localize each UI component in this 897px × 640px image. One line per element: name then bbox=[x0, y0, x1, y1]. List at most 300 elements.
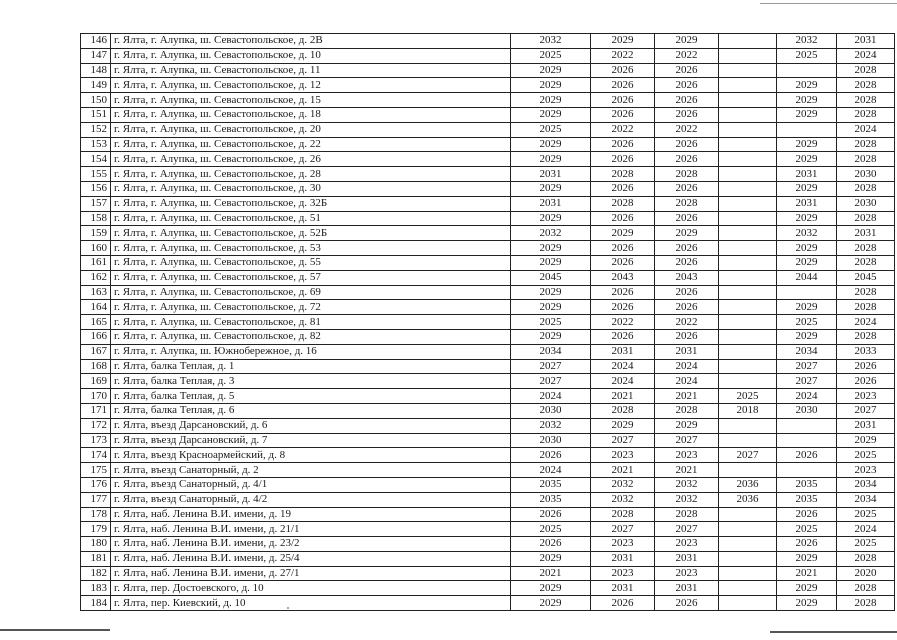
year-cell-4 bbox=[719, 78, 777, 93]
year-cell-6: 2031 bbox=[837, 34, 895, 49]
year-cell-6: 2031 bbox=[837, 226, 895, 241]
address-cell: г. Ялта, балка Теплая, д. 3 bbox=[111, 374, 511, 389]
address-cell: г. Ялта, г. Алупка, ш. Севастопольское, д. 81 bbox=[111, 315, 511, 330]
address-cell: г. Ялта, въезд Дарсановский, д. 7 bbox=[111, 433, 511, 448]
year-cell-4 bbox=[719, 107, 777, 122]
row-number-cell: 183 bbox=[81, 581, 111, 596]
year-cell-3: 2023 bbox=[655, 537, 719, 552]
year-cell-6: 2024 bbox=[837, 122, 895, 137]
table-body bbox=[81, 34, 895, 611]
year-cell-1: 2031 bbox=[511, 196, 591, 211]
year-cell-1: 2025 bbox=[511, 48, 591, 63]
table-row bbox=[81, 477, 895, 492]
year-cell-3: 2027 bbox=[655, 522, 719, 537]
year-cell-6: 2028 bbox=[837, 137, 895, 152]
year-cell-3: 2026 bbox=[655, 181, 719, 196]
row-number-cell: 150 bbox=[81, 93, 111, 108]
capital-repair-schedule-table bbox=[80, 33, 895, 611]
year-cell-4 bbox=[719, 566, 777, 581]
address-cell: г. Ялта, пер. Достоевского, д. 10 bbox=[111, 581, 511, 596]
year-cell-6: 2031 bbox=[837, 418, 895, 433]
year-cell-2: 2028 bbox=[591, 507, 655, 522]
row-number-cell: 168 bbox=[81, 359, 111, 374]
row-number-cell: 174 bbox=[81, 448, 111, 463]
address-cell: г. Ялта, въезд Санаторный, д. 2 bbox=[111, 463, 511, 478]
year-cell-4 bbox=[719, 226, 777, 241]
row-number-cell: 154 bbox=[81, 152, 111, 167]
address-cell: г. Ялта, г. Алупка, ш. Севастопольское, д. 69 bbox=[111, 285, 511, 300]
year-cell-6: 2028 bbox=[837, 285, 895, 300]
year-cell-6: 2034 bbox=[837, 492, 895, 507]
year-cell-5: 2026 bbox=[777, 537, 837, 552]
address-cell: г. Ялта, балка Теплая, д. 6 bbox=[111, 403, 511, 418]
year-cell-6: 2028 bbox=[837, 300, 895, 315]
year-cell-6: 2024 bbox=[837, 315, 895, 330]
table-row bbox=[81, 566, 895, 581]
address-cell: г. Ялта, г. Алупка, ш. Севастопольское, д. 52Б bbox=[111, 226, 511, 241]
address-cell: г. Ялта, наб. Ленина В.И. имени, д. 23/2 bbox=[111, 537, 511, 552]
year-cell-5: 2035 bbox=[777, 477, 837, 492]
year-cell-6: 2033 bbox=[837, 344, 895, 359]
address-cell: г. Ялта, въезд Дарсановский, д. 6 bbox=[111, 418, 511, 433]
year-cell-2: 2026 bbox=[591, 137, 655, 152]
year-cell-1: 2029 bbox=[511, 93, 591, 108]
address-cell: г. Ялта, г. Алупка, ш. Севастопольское, д. 53 bbox=[111, 241, 511, 256]
year-cell-5: 2029 bbox=[777, 93, 837, 108]
row-number-cell: 167 bbox=[81, 344, 111, 359]
year-cell-2: 2021 bbox=[591, 389, 655, 404]
year-cell-2: 2031 bbox=[591, 581, 655, 596]
year-cell-6: 2028 bbox=[837, 581, 895, 596]
table-row bbox=[81, 48, 895, 63]
year-cell-4 bbox=[719, 359, 777, 374]
year-cell-1: 2029 bbox=[511, 300, 591, 315]
year-cell-4 bbox=[719, 137, 777, 152]
year-cell-3: 2022 bbox=[655, 122, 719, 137]
year-cell-2: 2026 bbox=[591, 241, 655, 256]
table-row bbox=[81, 78, 895, 93]
year-cell-6: 2026 bbox=[837, 374, 895, 389]
row-number-cell: 172 bbox=[81, 418, 111, 433]
row-number-cell: 153 bbox=[81, 137, 111, 152]
year-cell-5: 2029 bbox=[777, 241, 837, 256]
year-cell-5 bbox=[777, 63, 837, 78]
year-cell-1: 2026 bbox=[511, 537, 591, 552]
year-cell-3: 2029 bbox=[655, 34, 719, 49]
year-cell-4 bbox=[719, 596, 777, 611]
scan-top-rule bbox=[760, 3, 897, 4]
year-cell-6: 2028 bbox=[837, 78, 895, 93]
year-cell-6: 2028 bbox=[837, 255, 895, 270]
year-cell-5 bbox=[777, 463, 837, 478]
table-row bbox=[81, 255, 895, 270]
year-cell-6: 2025 bbox=[837, 537, 895, 552]
table-row bbox=[81, 152, 895, 167]
year-cell-1: 2029 bbox=[511, 285, 591, 300]
year-cell-2: 2026 bbox=[591, 285, 655, 300]
row-number-cell: 162 bbox=[81, 270, 111, 285]
address-cell: г. Ялта, балка Теплая, д. 5 bbox=[111, 389, 511, 404]
year-cell-4: 2027 bbox=[719, 448, 777, 463]
year-cell-2: 2024 bbox=[591, 359, 655, 374]
year-cell-4 bbox=[719, 418, 777, 433]
table-row bbox=[81, 181, 895, 196]
table-row bbox=[81, 389, 895, 404]
address-cell: г. Ялта, г. Алупка, ш. Севастопольское, д. 57 bbox=[111, 270, 511, 285]
year-cell-4: 2036 bbox=[719, 492, 777, 507]
year-cell-6: 2028 bbox=[837, 93, 895, 108]
table-row bbox=[81, 137, 895, 152]
table-row bbox=[81, 551, 895, 566]
year-cell-4 bbox=[719, 433, 777, 448]
row-number-cell: 173 bbox=[81, 433, 111, 448]
year-cell-3: 2022 bbox=[655, 315, 719, 330]
year-cell-6: 2023 bbox=[837, 389, 895, 404]
year-cell-1: 2030 bbox=[511, 403, 591, 418]
year-cell-3: 2026 bbox=[655, 152, 719, 167]
year-cell-6: 2028 bbox=[837, 107, 895, 122]
year-cell-1: 2029 bbox=[511, 107, 591, 122]
year-cell-2: 2029 bbox=[591, 34, 655, 49]
row-number-cell: 157 bbox=[81, 196, 111, 211]
year-cell-1: 2027 bbox=[511, 359, 591, 374]
address-cell: г. Ялта, г. Алупка, ш. Севастопольское, д. 12 bbox=[111, 78, 511, 93]
year-cell-2: 2026 bbox=[591, 78, 655, 93]
year-cell-1: 2030 bbox=[511, 433, 591, 448]
year-cell-1: 2029 bbox=[511, 137, 591, 152]
year-cell-3: 2043 bbox=[655, 270, 719, 285]
table-row bbox=[81, 226, 895, 241]
year-cell-4 bbox=[719, 522, 777, 537]
table-row bbox=[81, 196, 895, 211]
year-cell-6: 2024 bbox=[837, 522, 895, 537]
address-cell: г. Ялта, въезд Санаторный, д. 4/1 bbox=[111, 477, 511, 492]
year-cell-3: 2028 bbox=[655, 167, 719, 182]
year-cell-4 bbox=[719, 181, 777, 196]
year-cell-4 bbox=[719, 152, 777, 167]
year-cell-2: 2027 bbox=[591, 433, 655, 448]
row-number-cell: 155 bbox=[81, 167, 111, 182]
year-cell-4 bbox=[719, 537, 777, 552]
table-row bbox=[81, 315, 895, 330]
address-cell: г. Ялта, въезд Санаторный, д. 4/2 bbox=[111, 492, 511, 507]
year-cell-3: 2026 bbox=[655, 285, 719, 300]
year-cell-3: 2026 bbox=[655, 78, 719, 93]
year-cell-1: 2025 bbox=[511, 122, 591, 137]
year-cell-3: 2026 bbox=[655, 596, 719, 611]
address-cell: г. Ялта, г. Алупка, ш. Севастопольское, д. 55 bbox=[111, 255, 511, 270]
year-cell-4 bbox=[719, 285, 777, 300]
year-cell-5: 2029 bbox=[777, 78, 837, 93]
year-cell-6: 2030 bbox=[837, 167, 895, 182]
year-cell-1: 2025 bbox=[511, 522, 591, 537]
year-cell-4 bbox=[719, 48, 777, 63]
year-cell-4 bbox=[719, 270, 777, 285]
year-cell-2: 2032 bbox=[591, 477, 655, 492]
address-cell: г. Ялта, г. Алупка, ш. Севастопольское, д. 20 bbox=[111, 122, 511, 137]
year-cell-2: 2022 bbox=[591, 315, 655, 330]
year-cell-5: 2021 bbox=[777, 566, 837, 581]
year-cell-1: 2021 bbox=[511, 566, 591, 581]
year-cell-5: 2029 bbox=[777, 551, 837, 566]
table-row bbox=[81, 107, 895, 122]
year-cell-1: 2035 bbox=[511, 477, 591, 492]
row-number-cell: 182 bbox=[81, 566, 111, 581]
row-number-cell: 164 bbox=[81, 300, 111, 315]
year-cell-6: 2034 bbox=[837, 477, 895, 492]
year-cell-5: 2029 bbox=[777, 152, 837, 167]
row-number-cell: 147 bbox=[81, 48, 111, 63]
year-cell-1: 2029 bbox=[511, 241, 591, 256]
table-row bbox=[81, 507, 895, 522]
year-cell-5: 2029 bbox=[777, 137, 837, 152]
address-cell: г. Ялта, г. Алупка, ш. Севастопольское, д. 28 bbox=[111, 167, 511, 182]
year-cell-4: 2018 bbox=[719, 403, 777, 418]
year-cell-1: 2032 bbox=[511, 226, 591, 241]
row-number-cell: 184 bbox=[81, 596, 111, 611]
table-row bbox=[81, 211, 895, 226]
year-cell-6: 2030 bbox=[837, 196, 895, 211]
year-cell-5: 2031 bbox=[777, 167, 837, 182]
year-cell-6: 2023 bbox=[837, 463, 895, 478]
table-row bbox=[81, 93, 895, 108]
year-cell-5: 2034 bbox=[777, 344, 837, 359]
year-cell-3: 2026 bbox=[655, 107, 719, 122]
year-cell-1: 2026 bbox=[511, 507, 591, 522]
table-row bbox=[81, 300, 895, 315]
year-cell-6: 2028 bbox=[837, 152, 895, 167]
year-cell-3: 2032 bbox=[655, 477, 719, 492]
year-cell-3: 2029 bbox=[655, 418, 719, 433]
year-cell-3: 2031 bbox=[655, 551, 719, 566]
table-row bbox=[81, 122, 895, 137]
year-cell-1: 2032 bbox=[511, 418, 591, 433]
row-number-cell: 163 bbox=[81, 285, 111, 300]
year-cell-3: 2027 bbox=[655, 433, 719, 448]
year-cell-2: 2028 bbox=[591, 403, 655, 418]
address-cell: г. Ялта, г. Алупка, ш. Севастопольское, д. 22 bbox=[111, 137, 511, 152]
year-cell-4 bbox=[719, 211, 777, 226]
year-cell-1: 2031 bbox=[511, 167, 591, 182]
year-cell-2: 2031 bbox=[591, 344, 655, 359]
year-cell-2: 2021 bbox=[591, 463, 655, 478]
year-cell-2: 2032 bbox=[591, 492, 655, 507]
year-cell-1: 2029 bbox=[511, 255, 591, 270]
year-cell-6: 2028 bbox=[837, 211, 895, 226]
year-cell-1: 2027 bbox=[511, 374, 591, 389]
year-cell-3: 2021 bbox=[655, 463, 719, 478]
scan-bottom-rule-left bbox=[0, 629, 110, 631]
table-row bbox=[81, 285, 895, 300]
address-cell: г. Ялта, въезд Красноармейский, д. 8 bbox=[111, 448, 511, 463]
year-cell-2: 2026 bbox=[591, 107, 655, 122]
year-cell-4 bbox=[719, 315, 777, 330]
year-cell-3: 2026 bbox=[655, 211, 719, 226]
year-cell-3: 2026 bbox=[655, 255, 719, 270]
year-cell-5: 2024 bbox=[777, 389, 837, 404]
year-cell-1: 2029 bbox=[511, 551, 591, 566]
year-cell-5 bbox=[777, 433, 837, 448]
row-number-cell: 151 bbox=[81, 107, 111, 122]
year-cell-1: 2045 bbox=[511, 270, 591, 285]
address-cell: г. Ялта, г. Алупка, ш. Южнобережное, д. 16 bbox=[111, 344, 511, 359]
address-cell: г. Ялта, г. Алупка, ш. Севастопольское, д. 32Б bbox=[111, 196, 511, 211]
address-cell: г. Ялта, наб. Ленина В.И. имени, д. 25/4 bbox=[111, 551, 511, 566]
year-cell-6: 2028 bbox=[837, 63, 895, 78]
table-row bbox=[81, 344, 895, 359]
year-cell-4 bbox=[719, 300, 777, 315]
year-cell-3: 2026 bbox=[655, 137, 719, 152]
year-cell-1: 2029 bbox=[511, 78, 591, 93]
year-cell-5: 2029 bbox=[777, 581, 837, 596]
year-cell-5: 2025 bbox=[777, 315, 837, 330]
table-row bbox=[81, 522, 895, 537]
year-cell-2: 2026 bbox=[591, 255, 655, 270]
year-cell-4 bbox=[719, 196, 777, 211]
year-cell-5 bbox=[777, 122, 837, 137]
year-cell-1: 2035 bbox=[511, 492, 591, 507]
row-number-cell: 148 bbox=[81, 63, 111, 78]
year-cell-6: 2020 bbox=[837, 566, 895, 581]
year-cell-1: 2029 bbox=[511, 596, 591, 611]
year-cell-2: 2023 bbox=[591, 448, 655, 463]
year-cell-3: 2026 bbox=[655, 93, 719, 108]
row-number-cell: 180 bbox=[81, 537, 111, 552]
year-cell-2: 2026 bbox=[591, 181, 655, 196]
table-row bbox=[81, 581, 895, 596]
row-number-cell: 158 bbox=[81, 211, 111, 226]
year-cell-4: 2036 bbox=[719, 477, 777, 492]
row-number-cell: 171 bbox=[81, 403, 111, 418]
year-cell-1: 2025 bbox=[511, 315, 591, 330]
year-cell-4 bbox=[719, 167, 777, 182]
year-cell-6: 2027 bbox=[837, 403, 895, 418]
year-cell-2: 2024 bbox=[591, 374, 655, 389]
year-cell-2: 2026 bbox=[591, 211, 655, 226]
year-cell-3: 2022 bbox=[655, 48, 719, 63]
year-cell-1: 2024 bbox=[511, 389, 591, 404]
year-cell-4: 2025 bbox=[719, 389, 777, 404]
year-cell-1: 2032 bbox=[511, 34, 591, 49]
year-cell-2: 2031 bbox=[591, 551, 655, 566]
year-cell-2: 2026 bbox=[591, 93, 655, 108]
year-cell-6: 2028 bbox=[837, 329, 895, 344]
address-cell: г. Ялта, г. Алупка, ш. Севастопольское, д. 15 bbox=[111, 93, 511, 108]
year-cell-1: 2029 bbox=[511, 581, 591, 596]
year-cell-2: 2043 bbox=[591, 270, 655, 285]
address-cell: г. Ялта, наб. Ленина В.И. имени, д. 19 bbox=[111, 507, 511, 522]
year-cell-4 bbox=[719, 507, 777, 522]
row-number-cell: 152 bbox=[81, 122, 111, 137]
address-cell: г. Ялта, г. Алупка, ш. Севастопольское, д. 26 bbox=[111, 152, 511, 167]
year-cell-4 bbox=[719, 374, 777, 389]
year-cell-4 bbox=[719, 255, 777, 270]
year-cell-5: 2025 bbox=[777, 522, 837, 537]
row-number-cell: 159 bbox=[81, 226, 111, 241]
year-cell-6: 2028 bbox=[837, 181, 895, 196]
table-row bbox=[81, 537, 895, 552]
year-cell-3: 2026 bbox=[655, 300, 719, 315]
year-cell-3: 2029 bbox=[655, 226, 719, 241]
year-cell-6: 2028 bbox=[837, 596, 895, 611]
year-cell-5: 2027 bbox=[777, 374, 837, 389]
address-cell: г. Ялта, г. Алупка, ш. Севастопольское, д. 30 bbox=[111, 181, 511, 196]
row-number-cell: 156 bbox=[81, 181, 111, 196]
year-cell-4 bbox=[719, 551, 777, 566]
address-cell: г. Ялта, балка Теплая, д. 1 bbox=[111, 359, 511, 374]
year-cell-5: 2025 bbox=[777, 48, 837, 63]
table-row bbox=[81, 241, 895, 256]
year-cell-4 bbox=[719, 93, 777, 108]
year-cell-2: 2029 bbox=[591, 418, 655, 433]
table-row bbox=[81, 448, 895, 463]
row-number-cell: 146 bbox=[81, 34, 111, 49]
year-cell-2: 2027 bbox=[591, 522, 655, 537]
year-cell-2: 2026 bbox=[591, 152, 655, 167]
year-cell-3: 2026 bbox=[655, 241, 719, 256]
year-cell-5: 2029 bbox=[777, 596, 837, 611]
table-row bbox=[81, 34, 895, 49]
year-cell-3: 2026 bbox=[655, 63, 719, 78]
year-cell-4 bbox=[719, 63, 777, 78]
address-cell: г. Ялта, г. Алупка, ш. Севастопольское, д. 10 bbox=[111, 48, 511, 63]
year-cell-5: 2032 bbox=[777, 34, 837, 49]
year-cell-5: 2029 bbox=[777, 107, 837, 122]
year-cell-3: 2023 bbox=[655, 566, 719, 581]
address-cell: г. Ялта, наб. Ленина В.И. имени, д. 21/1 bbox=[111, 522, 511, 537]
year-cell-1: 2034 bbox=[511, 344, 591, 359]
table-row bbox=[81, 359, 895, 374]
year-cell-1: 2024 bbox=[511, 463, 591, 478]
row-number-cell: 179 bbox=[81, 522, 111, 537]
year-cell-3: 2032 bbox=[655, 492, 719, 507]
year-cell-5 bbox=[777, 285, 837, 300]
row-number-cell: 177 bbox=[81, 492, 111, 507]
year-cell-2: 2023 bbox=[591, 537, 655, 552]
year-cell-4 bbox=[719, 463, 777, 478]
year-cell-2: 2028 bbox=[591, 196, 655, 211]
year-cell-3: 2026 bbox=[655, 329, 719, 344]
year-cell-2: 2029 bbox=[591, 226, 655, 241]
year-cell-3: 2031 bbox=[655, 344, 719, 359]
table-row bbox=[81, 418, 895, 433]
address-cell: г. Ялта, наб. Ленина В.И. имени, д. 27/1 bbox=[111, 566, 511, 581]
year-cell-3: 2024 bbox=[655, 359, 719, 374]
table-row bbox=[81, 492, 895, 507]
table-row bbox=[81, 596, 895, 611]
row-number-cell: 149 bbox=[81, 78, 111, 93]
year-cell-1: 2029 bbox=[511, 152, 591, 167]
year-cell-1: 2029 bbox=[511, 211, 591, 226]
table-row bbox=[81, 167, 895, 182]
year-cell-4 bbox=[719, 329, 777, 344]
table-row bbox=[81, 403, 895, 418]
year-cell-3: 2028 bbox=[655, 403, 719, 418]
year-cell-1: 2029 bbox=[511, 329, 591, 344]
year-cell-5: 2032 bbox=[777, 226, 837, 241]
year-cell-4 bbox=[719, 241, 777, 256]
year-cell-2: 2026 bbox=[591, 596, 655, 611]
year-cell-6: 2025 bbox=[837, 448, 895, 463]
address-cell: г. Ялта, г. Алупка, ш. Севастопольское, д. 11 bbox=[111, 63, 511, 78]
year-cell-5: 2029 bbox=[777, 255, 837, 270]
year-cell-5: 2029 bbox=[777, 329, 837, 344]
table-row bbox=[81, 63, 895, 78]
year-cell-3: 2028 bbox=[655, 507, 719, 522]
year-cell-5: 2030 bbox=[777, 403, 837, 418]
row-number-cell: 170 bbox=[81, 389, 111, 404]
year-cell-5 bbox=[777, 418, 837, 433]
